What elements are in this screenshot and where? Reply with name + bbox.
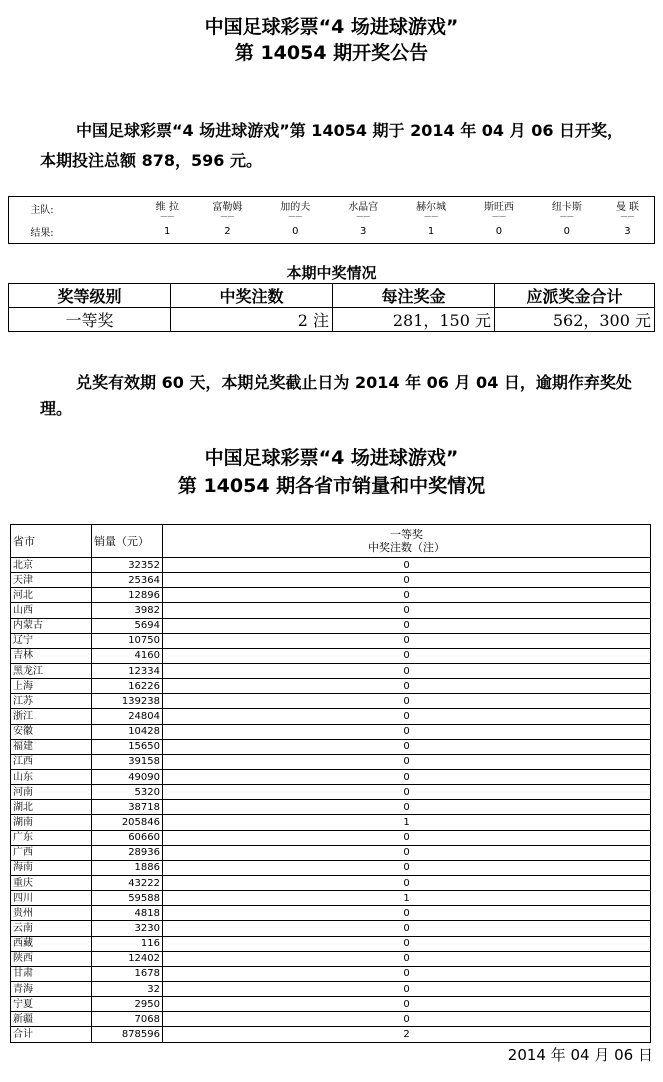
table-row: [11, 1012, 651, 1027]
winning-count: 0: [163, 769, 651, 784]
sales-value: 32: [92, 981, 163, 996]
header-prize-level: 一等奖: [390, 528, 423, 541]
sales-value: 39158: [92, 754, 163, 769]
prize-per-bet: 281，150 元: [333, 308, 495, 332]
team-name: 加的夫: [280, 202, 311, 213]
table-row: [11, 739, 651, 754]
team-cell: [329, 197, 397, 221]
province-name: 广西: [11, 845, 92, 860]
prize-count: 2 注: [171, 308, 333, 332]
table-row: [11, 618, 651, 633]
table-row: [11, 921, 651, 936]
winning-count: 0: [163, 694, 651, 709]
province-name: 内蒙古: [11, 618, 92, 633]
dash: ——: [356, 212, 371, 220]
province-name: 安徽: [11, 724, 92, 739]
team-name: 赫尔城: [416, 202, 447, 213]
sales-value: 12896: [92, 588, 163, 603]
winning-count: 0: [163, 906, 651, 921]
winning-count: 0: [163, 830, 651, 845]
prize-table: [8, 283, 655, 332]
province-name: 四川: [11, 891, 92, 906]
table-row: [11, 648, 651, 663]
result-cell: 1: [427, 226, 435, 237]
team-name: 斯旺西: [483, 202, 514, 213]
result-cell: 1: [164, 226, 171, 237]
sales-value: 5694: [92, 618, 163, 633]
winning-count: 0: [163, 573, 651, 588]
province-name: 湖南: [11, 815, 92, 830]
team-cell: [193, 197, 261, 221]
table-row: [11, 709, 651, 724]
table-row: [11, 891, 651, 906]
table-row: [11, 906, 651, 921]
dash: ——: [220, 212, 235, 220]
sales-value: 59588: [92, 891, 163, 906]
spacer-cell: [75, 197, 141, 221]
province-name: 辽宁: [11, 633, 92, 648]
team-cell: [533, 197, 601, 221]
province-name: 合计: [11, 1027, 92, 1042]
province-table: [10, 524, 651, 1043]
header-sales: 销量（元）: [92, 525, 163, 558]
winning-count: 0: [163, 679, 651, 694]
winning-count: 1: [163, 815, 651, 830]
team-cell: [601, 197, 655, 221]
province-name: 上海: [11, 679, 92, 694]
province-name: 西藏: [11, 936, 92, 951]
winning-count: 0: [163, 648, 651, 663]
province-subtitle: 第 14054 期各省市销量和中奖情况: [177, 475, 486, 497]
header-winning-count: 中奖注数（注）: [368, 541, 445, 554]
sales-value: 10428: [92, 724, 163, 739]
table-row: [11, 981, 651, 996]
sales-value: 16226: [92, 679, 163, 694]
spacer-cell: [75, 220, 141, 244]
header-total: 应派奖金合计: [495, 284, 655, 308]
match-teams-row: [9, 197, 655, 221]
dash: ——: [491, 212, 506, 220]
winning-count: 0: [163, 724, 651, 739]
winning-count: 0: [163, 739, 651, 754]
sales-value: 15650: [92, 739, 163, 754]
result-cell: 0: [292, 226, 299, 237]
winning-count: 0: [163, 936, 651, 951]
province-name: 山东: [11, 769, 92, 784]
table-row: [11, 875, 651, 890]
match-table: [8, 196, 655, 244]
sales-value: 4160: [92, 648, 163, 663]
sales-value: 116: [92, 936, 163, 951]
province-header-row: [11, 525, 651, 558]
announcement-line2: 本期投注总额 878，596 元。: [40, 151, 262, 170]
province-name: 新疆: [11, 1012, 92, 1027]
province-name: 陕西: [11, 951, 92, 966]
sales-value: 5320: [92, 785, 163, 800]
table-row: [11, 694, 651, 709]
table-row: [11, 588, 651, 603]
header-province: 省市: [11, 525, 92, 558]
province-name: 天津: [11, 573, 92, 588]
province-name: 黑龙江: [11, 663, 92, 678]
table-row: [11, 845, 651, 860]
prize-header-row: [9, 284, 655, 308]
table-row: [11, 558, 651, 573]
team-cell: [141, 197, 193, 221]
match-results-row: [9, 220, 655, 244]
table-row: [11, 951, 651, 966]
province-name: 河南: [11, 785, 92, 800]
result-label: 结果:: [30, 228, 54, 239]
dash: ——: [620, 212, 635, 220]
winning-count: 0: [163, 951, 651, 966]
header-level: 奖等级别: [9, 284, 171, 308]
winning-count: 0: [163, 875, 651, 890]
province-name: 宁夏: [11, 997, 92, 1012]
team-name: 水晶宫: [348, 202, 379, 213]
sales-value: 2950: [92, 997, 163, 1012]
header-count: 中奖注数: [171, 284, 333, 308]
sales-value: 43222: [92, 875, 163, 890]
result-cell: 0: [495, 226, 503, 237]
province-name: 浙江: [11, 709, 92, 724]
team-name: 曼 联: [615, 202, 639, 213]
winning-count: 0: [163, 754, 651, 769]
dash: ——: [288, 212, 303, 220]
winning-count: 1: [163, 891, 651, 906]
table-row: [11, 663, 651, 678]
sales-value: 38718: [92, 800, 163, 815]
winning-count: 0: [163, 663, 651, 678]
winning-count: 0: [163, 1012, 651, 1027]
sales-value: 4818: [92, 906, 163, 921]
table-row: [11, 997, 651, 1012]
page-title: 中国足球彩票“4 场进球游戏”: [204, 16, 459, 38]
dash: ——: [160, 212, 175, 220]
winning-count: 0: [163, 558, 651, 573]
table-row: [11, 769, 651, 784]
page-subtitle: 第 14054 期开奖公告: [234, 42, 429, 64]
deadline-line1: 兑奖有效期 60 天，本期兑奖截止日为 2014 年 06 月 04 日，逾期作弃奖处: [76, 373, 632, 392]
province-name: 吉林: [11, 648, 92, 663]
team-cell: [397, 197, 465, 221]
province-name: 山西: [11, 603, 92, 618]
announcement-line1: 中国足球彩票“4 场进球游戏”第 14054 期于 2014 年 04 月 06 日开奖，: [76, 121, 624, 140]
sales-value: 3982: [92, 603, 163, 618]
table-row: [11, 815, 651, 830]
winning-count: 0: [163, 966, 651, 981]
province-name: 贵州: [11, 906, 92, 921]
winning-count: 0: [163, 800, 651, 815]
sales-value: 12402: [92, 951, 163, 966]
sales-value: 1678: [92, 966, 163, 981]
result-cell: 2: [224, 226, 231, 237]
table-row: [11, 679, 651, 694]
table-row: [11, 936, 651, 951]
sales-value: 12334: [92, 663, 163, 678]
table-row: [11, 785, 651, 800]
table-row: [11, 800, 651, 815]
province-name: 北京: [11, 558, 92, 573]
province-name: 云南: [11, 921, 92, 936]
table-row: [11, 603, 651, 618]
team-cell: [465, 197, 533, 221]
result-cell: 3: [624, 226, 631, 237]
table-row: [11, 754, 651, 769]
prize-row: [9, 308, 655, 332]
result-cell: 3: [360, 226, 367, 237]
winning-count: 0: [163, 921, 651, 936]
sales-value: 60660: [92, 830, 163, 845]
sales-value: 1886: [92, 860, 163, 875]
province-name: 重庆: [11, 875, 92, 890]
winning-count: 0: [163, 860, 651, 875]
sales-value: 28936: [92, 845, 163, 860]
province-name: 湖北: [11, 800, 92, 815]
winning-count: 0: [163, 709, 651, 724]
winning-count: 0: [163, 785, 651, 800]
province-name: 广东: [11, 830, 92, 845]
winning-count: 0: [163, 997, 651, 1012]
sales-value: 3230: [92, 921, 163, 936]
province-name: 河北: [11, 588, 92, 603]
province-name: 江苏: [11, 694, 92, 709]
sales-value: 25364: [92, 573, 163, 588]
team-name: 维 拉: [155, 202, 179, 213]
prize-caption: 本期中奖情况: [286, 264, 377, 282]
prize-level: 一等奖: [9, 308, 171, 332]
sales-value: 205846: [92, 815, 163, 830]
table-row: [11, 1027, 651, 1042]
table-row: [11, 573, 651, 588]
sales-value: 24804: [92, 709, 163, 724]
winning-count: 0: [163, 845, 651, 860]
dash: ——: [559, 212, 574, 220]
winning-count: 0: [163, 981, 651, 996]
winning-count: 0: [163, 633, 651, 648]
team-cell: [261, 197, 329, 221]
header-per-bet: 每注奖金: [333, 284, 495, 308]
table-row: [11, 633, 651, 648]
province-name: 海南: [11, 860, 92, 875]
deadline-line2: 理。: [40, 399, 73, 418]
team-name: 纽卡斯: [551, 202, 582, 213]
sales-value: 32352: [92, 558, 163, 573]
result-cell: 0: [563, 226, 571, 237]
sales-value: 49090: [92, 769, 163, 784]
winning-count: 0: [163, 618, 651, 633]
province-name: 甘肃: [11, 966, 92, 981]
sales-value: 10750: [92, 633, 163, 648]
winning-count: 0: [163, 588, 651, 603]
sales-value: 878596: [92, 1027, 163, 1042]
sales-value: 7068: [92, 1012, 163, 1027]
table-row: [11, 830, 651, 845]
table-row: [11, 860, 651, 875]
footer-date: 2014 年 04 月 06 日: [507, 1046, 653, 1064]
table-row: [11, 724, 651, 739]
home-team-label: 主队:: [30, 205, 54, 216]
prize-total: 562，300 元: [495, 308, 655, 332]
province-name: 福建: [11, 739, 92, 754]
province-name: 青海: [11, 981, 92, 996]
province-name: 江西: [11, 754, 92, 769]
dash: ——: [424, 212, 439, 220]
team-name: 富勒姆: [212, 202, 243, 213]
province-title: 中国足球彩票“4 场进球游戏”: [204, 447, 459, 469]
table-row: [11, 966, 651, 981]
winning-count: 0: [163, 603, 651, 618]
sales-value: 139238: [92, 694, 163, 709]
winning-count: 2: [163, 1027, 651, 1042]
header-winning: [163, 525, 651, 558]
